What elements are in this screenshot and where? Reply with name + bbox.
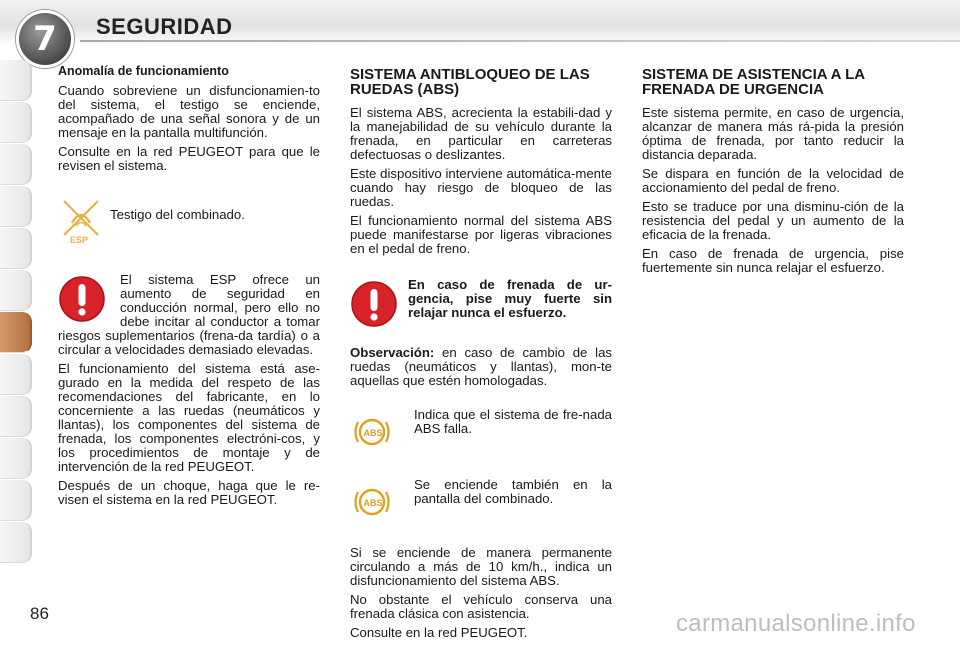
chapter-number: 7	[33, 19, 57, 59]
chapter-tab[interactable]	[0, 144, 32, 185]
chapter-tabs	[0, 60, 34, 580]
esp-warning-block	[58, 273, 320, 507]
abs-text-2: Este dispositivo interviene automática-mente cuando hay riesgo de bloqueo de las ruedas.	[350, 166, 612, 209]
observation-label: Observación:	[350, 345, 435, 360]
assist-text-2: Se dispara en función de la velocidad de accionamiento del pedal de freno.	[642, 166, 904, 195]
observation-text: en caso de cambio de las ruedas (neumáticos y llantas), mon-te aquellas que estén homologadas.	[350, 345, 612, 388]
emergency-warning-block	[350, 278, 612, 328]
abs-warning-icon	[350, 410, 394, 454]
header-rule	[80, 40, 960, 42]
page-number: 86	[30, 604, 49, 623]
esp-warning-text: El sistema ESP ofrece un aumento de seguridad en conducción normal, pero ello no debe incitar al conductor a tomar riesgos suplementarios (frena-da tardía) o a circular a velocidades demasiado elevadas.	[58, 272, 320, 357]
assist-text-3: Esto se traduce por una disminu-ción de la resistencia del pedal y un aumento de la eficacia de la frenada.	[642, 199, 904, 242]
anomaly-consult-text: Consulte en la red PEUGEOT para que le revisen el sistema.	[58, 144, 320, 173]
abs-panel-text: Se enciende también en la pantalla del combinado.	[414, 477, 612, 506]
emergency-warning-text: En caso de frenada de ur-gencia, pise muy fuerte sin relajar nunca el esfuerzo.	[408, 278, 612, 320]
esp-icon-caption: Testigo del combinado.	[110, 207, 245, 222]
abs-icon-label: ABS	[363, 498, 383, 508]
abs-permanent-text: Si se enciende de manera permanente circulando a más de 10 km/h., indica un disfuncionamiento del sistema ABS.	[350, 545, 612, 588]
chapter-tab[interactable]	[0, 270, 32, 311]
warning-exclamation-icon	[58, 275, 106, 323]
chapter-tab[interactable]	[0, 480, 32, 521]
abs-warning-icon	[350, 480, 394, 524]
left-column	[58, 64, 320, 512]
anomaly-text: Cuando sobreviene un disfuncionamien-to del sistema, el testigo se enciende, acompañado de una señal sonora y de un mensaje en la pantalla multifunción.	[58, 83, 320, 140]
abs-icon-label: ABS	[363, 428, 383, 438]
chapter-tab[interactable]	[0, 438, 32, 479]
chapter-tab[interactable]	[0, 102, 32, 143]
chapter-tab[interactable]	[0, 396, 32, 437]
abs-fault-text: Indica que el sistema de fre-nada ABS falla.	[414, 407, 612, 436]
chapter-tab[interactable]	[0, 228, 32, 269]
abs-panel-row	[350, 478, 612, 524]
assist-text-1: Este sistema permite, en caso de urgencia, alcanzar de manera más rá-pida la presión óptima de frenada, por tanto reducir la distancia deparada.	[642, 105, 904, 162]
chapter-tab[interactable]	[0, 522, 32, 563]
assist-section-title: SISTEMA DE ASISTENCIA A LA FRENADA DE URGENCIA	[642, 66, 865, 98]
assist-text-4: En caso de frenada de urgencia, pise fuertemente sin nunca relajar el esfuerzo.	[642, 246, 904, 275]
anomaly-heading: Anomalía de funcionamiento	[58, 64, 229, 78]
page-title: SEGURIDAD	[96, 14, 233, 39]
abs-text-3: El funcionamiento normal del sistema ABS puede manifestarse por ligeras vibraciones en el pedal de freno.	[350, 213, 612, 256]
abs-fault-row	[350, 408, 612, 454]
middle-column	[350, 64, 612, 645]
chapter-tab[interactable]	[0, 354, 32, 395]
abs-text-1: El sistema ABS, acrecienta la estabili-dad y la manejabilidad de su vehículo durante la frenada, en particular en carreteras defectuosas o deslizantes.	[350, 105, 612, 162]
abs-conventional-text: No obstante el vehículo conserva una frenada clásica con asistencia.	[350, 592, 612, 621]
abs-consult-text: Consulte en la red PEUGEOT.	[350, 625, 528, 640]
esp-icon-label: ESP	[70, 235, 89, 245]
esp-operation-text: El funcionamiento del sistema está ase-gurado en la medida del respeto de las recomendaciones del fabricante, en lo concerniente a las ruedas (neumáticos y llantas), los componentes del sistema de frenada, los componentes electróni-cos, y los procedimientos de montaje y de intervención de la red PEUGEOT.	[58, 361, 320, 474]
chapter-tab-active[interactable]	[0, 312, 32, 353]
esp-indicator-row	[58, 195, 320, 245]
abs-section-title: SISTEMA ANTIBLOQUEO DE LAS RUEDAS (ABS)	[350, 66, 590, 98]
warning-exclamation-icon	[350, 280, 398, 328]
watermark: carmanualsonline.info	[676, 610, 916, 637]
observation-paragraph	[350, 346, 612, 388]
chapter-tab[interactable]	[0, 186, 32, 227]
esp-after-crash-text: Después de un choque, haga que le re-visen el sistema en la red PEUGEOT.	[58, 478, 320, 507]
right-column	[642, 64, 904, 280]
esp-off-icon	[58, 195, 108, 245]
chapter-tab[interactable]	[0, 60, 32, 101]
